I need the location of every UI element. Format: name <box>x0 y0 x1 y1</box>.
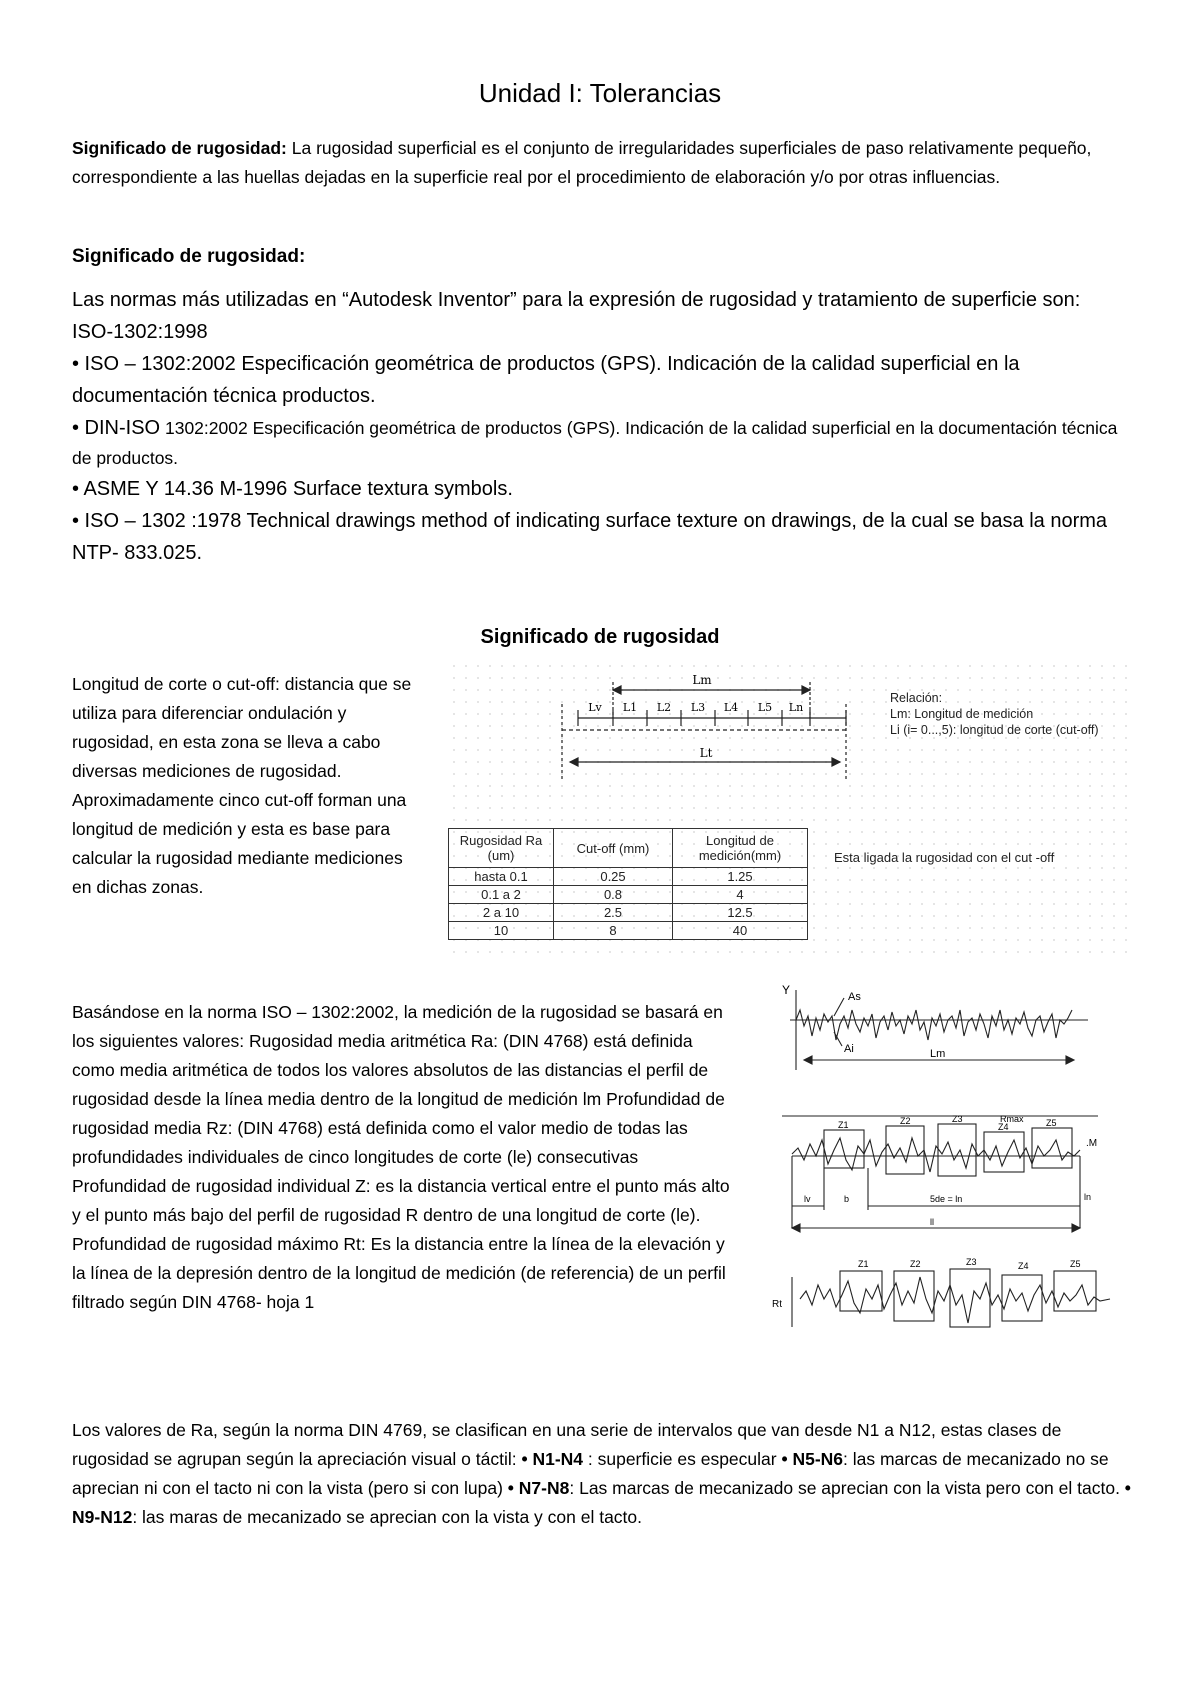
z-label: Z4 <box>998 1122 1009 1132</box>
table-note: Esta ligada la rugosidad con el cut -off <box>834 850 1055 865</box>
intro-label: Significado de rugosidad: <box>72 138 287 158</box>
ra-profile-diagram <box>770 980 1090 1078</box>
z-label: Z2 <box>900 1116 911 1126</box>
section-heading: Significado de rugosidad <box>480 626 720 648</box>
norm-item-2 <box>72 412 1132 473</box>
z-label: Z3 <box>966 1257 977 1267</box>
norm-iso1998: ISO-1302:1998 <box>72 321 208 343</box>
cutoff-table <box>448 828 808 940</box>
lm-profile-label: Lm <box>930 1048 946 1060</box>
seg-label: L1 <box>622 701 638 714</box>
table-cell: 40 <box>673 922 808 940</box>
z-label: Z5 <box>1046 1118 1057 1128</box>
z-label: Z3 <box>952 1114 963 1124</box>
b-label: b <box>844 1194 850 1204</box>
intro-paragraph <box>72 134 1132 192</box>
table-cell: 1.25 <box>673 868 808 886</box>
table-row <box>449 922 808 940</box>
rt-label: Rt <box>772 1299 782 1310</box>
table-cell: 0.25 <box>554 868 673 886</box>
cutoff-length-diagram <box>448 660 1128 790</box>
z-label: Z5 <box>1070 1259 1081 1269</box>
din-text-1: Los valores de Ra, según la norma DIN 4769, se clasifican en una serie de intervalos que van desde N1 a N12, estas clases de rugosidad se agrupan según la apreciación visual o táctil: <box>72 1420 1062 1469</box>
din-class-n5-n6: • N5-N6 <box>781 1449 844 1469</box>
rz-profile-diagram <box>780 1110 1100 1238</box>
seg-label: L5 <box>757 701 773 714</box>
l-label: ll <box>930 1217 934 1227</box>
table-cell: 8 <box>554 922 673 940</box>
seg-label: L4 <box>723 701 739 714</box>
table-cell: 12.5 <box>673 904 808 922</box>
table-cell: 2 a 10 <box>449 904 554 922</box>
table-row <box>449 868 808 886</box>
din-text-5: : las maras de mecanizado se aprecian con la vista y con el tacto. <box>132 1507 643 1527</box>
lt-label: Lt <box>699 746 713 760</box>
norm-item-3: • ASME Y 14.36 M-1996 Surface textura symbols. <box>72 478 513 500</box>
heading-significado: Significado de rugosidad: <box>72 246 306 267</box>
table-cell: hasta 0.1 <box>449 868 554 886</box>
lv-label: lv <box>804 1194 811 1204</box>
relation-title: Relación: <box>890 691 943 705</box>
table-header-row <box>449 829 808 868</box>
rmax-label: Rmax <box>1000 1114 1024 1124</box>
din-paragraph <box>72 1416 1132 1532</box>
seg-label: L2 <box>656 701 672 714</box>
m-label: .M <box>1086 1138 1098 1149</box>
ln-label: ln <box>1084 1192 1092 1202</box>
din-class-n7-n8: • N7-N8 <box>507 1478 570 1498</box>
norm-item-4: • ISO – 1302 :1978 Technical drawings method of indicating surface texture on drawings, de la cual se basa la norma NTP- 833.025. <box>72 510 1108 564</box>
norm-item-2-rest: 1302:2002 Especificación geométrica de productos (GPS). Indicación de la calidad superficial en la documentación técnica de productos. <box>72 418 1118 468</box>
z-label: Z1 <box>858 1259 869 1269</box>
sde-label: 5de = ln <box>930 1194 963 1204</box>
din-text-3: : las marcas de mecanizado no se aprecian ni con el tacto ni con la vista (pero si con lupa) <box>72 1449 1109 1498</box>
din-text-2: : superficie es especular <box>583 1449 782 1469</box>
seg-label: L3 <box>690 701 706 714</box>
relation-lm: Lm: Longitud de medición <box>890 707 1034 721</box>
norms-intro: Las normas más utilizadas en “Autodesk Inventor” para la expresión de rugosidad y tratamiento de superficie son: <box>72 289 1081 311</box>
norm-item-2-bold: • DIN-ISO <box>72 417 161 439</box>
norms-block <box>72 284 1132 569</box>
seg-label: Ln <box>788 701 804 714</box>
din-class-n1-n4: • N1-N4 <box>521 1449 584 1469</box>
table-header: Rugosidad Ra (um) <box>449 829 554 868</box>
ai-label: Ai <box>844 1043 854 1055</box>
cutoff-table-area <box>448 790 1128 960</box>
table-cell: 0.8 <box>554 886 673 904</box>
din-class-n9-n12: • N9-N12 <box>72 1478 1131 1527</box>
din-text-4: : Las marcas de mecanizado se aprecian con la vista pero con el tacto. <box>569 1478 1125 1498</box>
relation-li: Li (i= 0...,5): longitud de corte (cut-off) <box>890 723 1099 737</box>
z-label: Z2 <box>910 1259 921 1269</box>
table-cell: 10 <box>449 922 554 940</box>
table-row <box>449 886 808 904</box>
table-header: Longitud de medición(mm) <box>673 829 808 868</box>
z-label: Z4 <box>1018 1261 1029 1271</box>
iso-paragraph: Basándose en la norma ISO – 1302:2002, la medición de la rugosidad se basará en los siguientes valores: Rugosidad media aritmética Ra: (DIN 4768) está definida como media aritmética de todos los valores absolutos de las distancias el perfil de rugosidad desde la línea media dentro de la longitud de medición lm Profundidad de rugosidad media Rz: (DIN 4768) está definida como el valor medio de todas las profundidades individuales de cinco longitudes de corte (le) consecutivas Profundidad de rugosidad individual Z: es la distancia vertical entre el punto más alto y el punto más bajo del perfil de rugosidad R dentro de una longitud de corte (le). Profundidad de rugosidad máximo Rt: Es la distancia entre la línea de la elevación y la línea de la depresión dentro de la longitud de medición (de referencia) de un perfil filtrado según DIN 4768- hoja 1 <box>72 1002 730 1312</box>
seg-label: Lv <box>588 701 602 714</box>
table-header: Cut-off (mm) <box>554 829 673 868</box>
rt-profile-diagram <box>770 1255 1140 1345</box>
norm-item-1: • ISO – 1302:2002 Especificación geométrica de productos (GPS). Indicación de la calidad superficial en la documentación técnica productos. <box>72 353 1020 407</box>
cutoff-paragraph: Longitud de corte o cut-off: distancia que se utiliza para diferenciar ondulación y rugosidad, en esta zona se lleva a cabo diversas mediciones de rugosidad. Aproximadamente cinco cut-off forman una longitud de medición y esta es base para calcular la rugosidad mediante mediciones en dichas zonas. <box>72 674 412 897</box>
table-cell: 0.1 a 2 <box>449 886 554 904</box>
lm-label: Lm <box>692 673 712 687</box>
z-label: Z1 <box>838 1120 849 1130</box>
table-cell: 4 <box>673 886 808 904</box>
page-title: Unidad I: Tolerancias <box>478 78 722 108</box>
table-cell: 2.5 <box>554 904 673 922</box>
intro-text: La rugosidad superficial es el conjunto de irregularidades superficiales de paso relativamente pequeño, correspondiente a las huellas dejadas en la superficie real por el procedimiento de elaboración y/o por otras influencias. <box>72 138 1092 187</box>
table-row <box>449 904 808 922</box>
y-axis-label: Y <box>782 983 791 997</box>
cutoff-length-figure <box>448 660 1128 790</box>
as-label: As <box>848 991 861 1003</box>
